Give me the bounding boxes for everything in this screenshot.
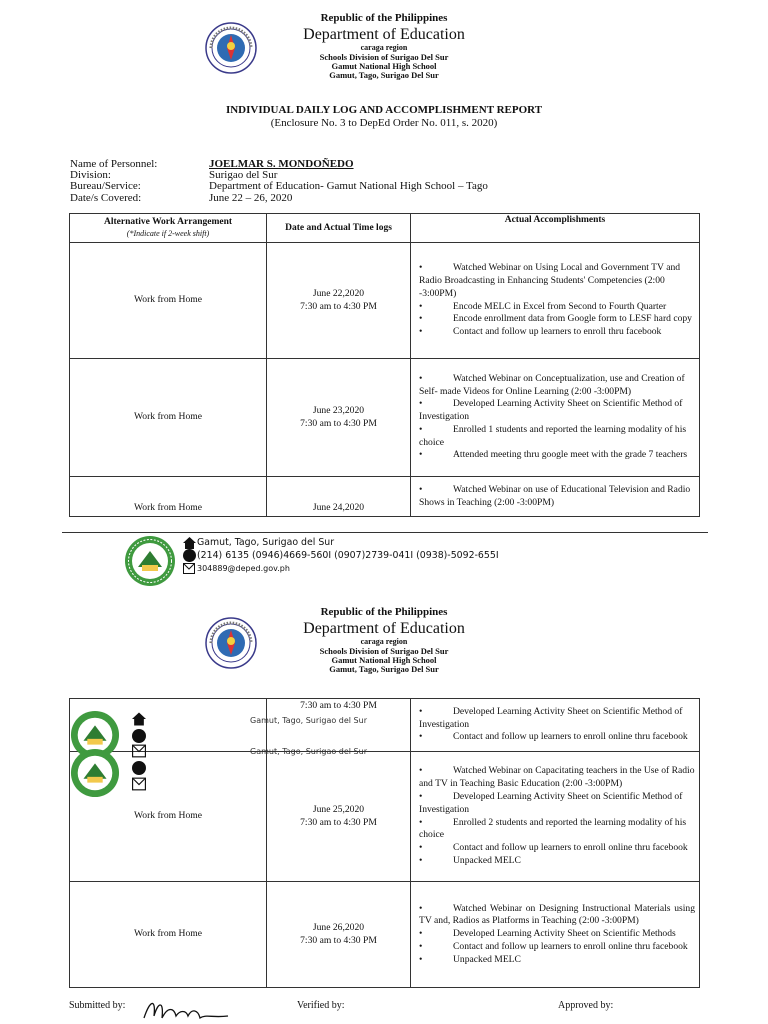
list-item: • Watched Webinar on use of Educational Television and Radio Shows in Teaching (2:00 -3:00PM) [419, 483, 691, 508]
report-subtitle: (Enclosure No. 3 to DepEd Order No. 011, s. 2020) [270, 117, 498, 129]
school-logo-icon [66, 748, 124, 798]
footer-address-overlay: Gamut, Tago, Surigao del Sur [250, 716, 367, 725]
date-cell: 7:30 am to 4:30 PM [267, 699, 411, 752]
address-line: Gamut, Tago, Surigao Del Sur [329, 663, 439, 674]
footer-divider [62, 532, 708, 533]
arrangement-cell: Work from Home [70, 243, 267, 359]
dates-label: Date/s Covered: [70, 191, 142, 204]
footer-phones: (214) 6135 (0946)4669-560I (0907)2739-041I (0938)-5092-655I [197, 550, 499, 561]
table-row [70, 882, 700, 988]
table-row [70, 359, 700, 477]
footer-address: Gamut, Tago, Surigao del Sur [197, 537, 335, 548]
region-line: caraga region [360, 43, 408, 53]
division-value: Surigao del Sur [209, 169, 278, 182]
list-item: • Watched Webinar on Designing Instructional Materials using TV and, Radios as Platforms in Teaching (2:00 -3:00PM) [419, 902, 695, 927]
letterhead [0, 13, 768, 80]
personnel-info [70, 159, 488, 204]
list-item: • Watched Webinar on Conceptualization, use and Creation of Self- made Videos for Online Learning (2:00 -3:00PM) [419, 372, 685, 397]
arrangement-cell: Work from Home [70, 752, 267, 882]
col-header-accomplishments: Actual Accomplishments [411, 214, 700, 243]
list-item: • Developed Learning Activity Sheet on Scientific Method of Investigation [419, 790, 683, 815]
footer-address-overlay: Gamut, Tago, Surigao del Sur [250, 747, 367, 756]
report-title-block [0, 104, 768, 130]
letterhead [0, 607, 768, 674]
table-row [70, 752, 700, 882]
accomplishments-cell [411, 359, 700, 477]
address-line: Gamut, Tago, Surigao Del Sur [329, 69, 439, 80]
list-item: • Enrolled 1 students and reported the learning modality of his choice [419, 423, 687, 448]
bureau-label: Bureau/Service: [70, 180, 141, 193]
list-item: • Contact and follow up learners to enroll online thru facebook [419, 940, 688, 952]
log-table-continued [69, 698, 700, 988]
col-header-date: Date and Actual Time logs [267, 214, 411, 243]
bureau-value: Department of Education- Gamut National High School – Tago [209, 180, 488, 193]
list-item: • Developed Learning Activity Sheet on Scientific Method of Investigation [419, 705, 683, 730]
table-row [70, 243, 700, 359]
school-line: Gamut National High School [331, 654, 437, 665]
email-icon [132, 777, 146, 791]
table-row [70, 699, 700, 752]
report-title: INDIVIDUAL DAILY LOG AND ACCOMPLISHMENT REPORT [225, 104, 543, 116]
republic-line: Republic of the Philippines [320, 12, 448, 24]
school-logo-icon [124, 535, 176, 587]
arrangement-cell: Work from Home [70, 882, 267, 988]
division-line: Schools Division of Surigao Del Sur [319, 645, 449, 656]
personnel-name: JOELMAR S. MONDOÑEDO [209, 158, 354, 170]
list-item: • Developed Learning Activity Sheet on Scientific Methods [419, 928, 676, 940]
date-cell: June 26,2020 7:30 am to 4:30 PM [267, 882, 411, 988]
list-item: • Unpacked MELC [419, 854, 521, 866]
footer-email: 304889@deped.gov.ph [197, 564, 290, 573]
arrangement-cell: Work from Home [70, 359, 267, 477]
accomplishments-cell [411, 243, 700, 359]
approved-by-label: Approved by: [558, 1000, 614, 1011]
division-line: Schools Division of Surigao Del Sur [319, 51, 449, 62]
department-line: Department of Education [303, 25, 465, 43]
list-item: • Enrolled 2 students and reported the learning modality of his choice [419, 816, 687, 841]
phone-icon [181, 549, 197, 562]
table-row [70, 477, 700, 517]
phone-icon [132, 761, 146, 775]
verified-by-label: Verified by: [297, 1000, 345, 1011]
dates-value: June 22 – 26, 2020 [209, 191, 293, 204]
phone-icon [132, 729, 146, 743]
date-cell: June 25,2020 7:30 am to 4:30 PM [267, 752, 411, 882]
list-item: • Attended meeting thru google meet with the grade 7 teachers [419, 449, 688, 461]
signature-icon [142, 996, 232, 1024]
department-line: Department of Education [303, 619, 465, 637]
division-label: Division: [70, 169, 111, 182]
date-cell: June 22,2020 7:30 am to 4:30 PM [267, 243, 411, 359]
footer-contact [181, 536, 499, 575]
arrangement-cell: Work from Home [70, 477, 267, 517]
list-item: • Encode MELC in Excel from Second to Fourth Quarter [419, 300, 667, 312]
list-item: • Contact and follow up learners to enroll thru facebook [419, 326, 662, 338]
list-item: • Contact and follow up learners to enroll online thru facebook [419, 842, 688, 854]
date-cell: June 23,2020 7:30 am to 4:30 PM [267, 359, 411, 477]
list-item: • Developed Learning Activity Sheet on Scientific Method of Investigation [419, 398, 683, 423]
col-header-arrangement: Alternative Work Arrangement (*Indicate if 2-week shift) [70, 214, 267, 243]
list-item: • Encode enrollment data from Google form to LESF hard copy [419, 313, 692, 325]
region-line: caraga region [360, 637, 408, 647]
list-item: • Unpacked MELC [419, 953, 521, 965]
list-item: • Contact and follow up learners to enroll online thru facebook [419, 731, 688, 743]
log-table [69, 213, 700, 517]
date-cell: June 24,2020 [267, 477, 411, 517]
home-icon [181, 537, 197, 549]
name-label: Name of Personnel: [70, 158, 158, 170]
list-item: • Watched Webinar on Using Local and Government TV and Radio Broadcasting in Enhancing Students' Competencies (2:00 -3:00PM) [419, 262, 681, 299]
republic-line: Republic of the Philippines [320, 606, 448, 618]
list-item: • Watched Webinar on Capacitating teachers in the Use of Radio and TV in Teaching Basic Education (2:00 -3:00PM) [419, 765, 695, 790]
accomplishments-cell [411, 752, 700, 882]
accomplishments-cell [411, 699, 700, 752]
email-icon [181, 563, 197, 574]
accomplishments-cell [411, 477, 700, 517]
submitted-by-label: Submitted by: [69, 1000, 126, 1011]
accomplishments-cell [411, 882, 700, 988]
school-line: Gamut National High School [331, 60, 437, 71]
email-icon [132, 744, 146, 758]
home-icon [132, 712, 146, 726]
